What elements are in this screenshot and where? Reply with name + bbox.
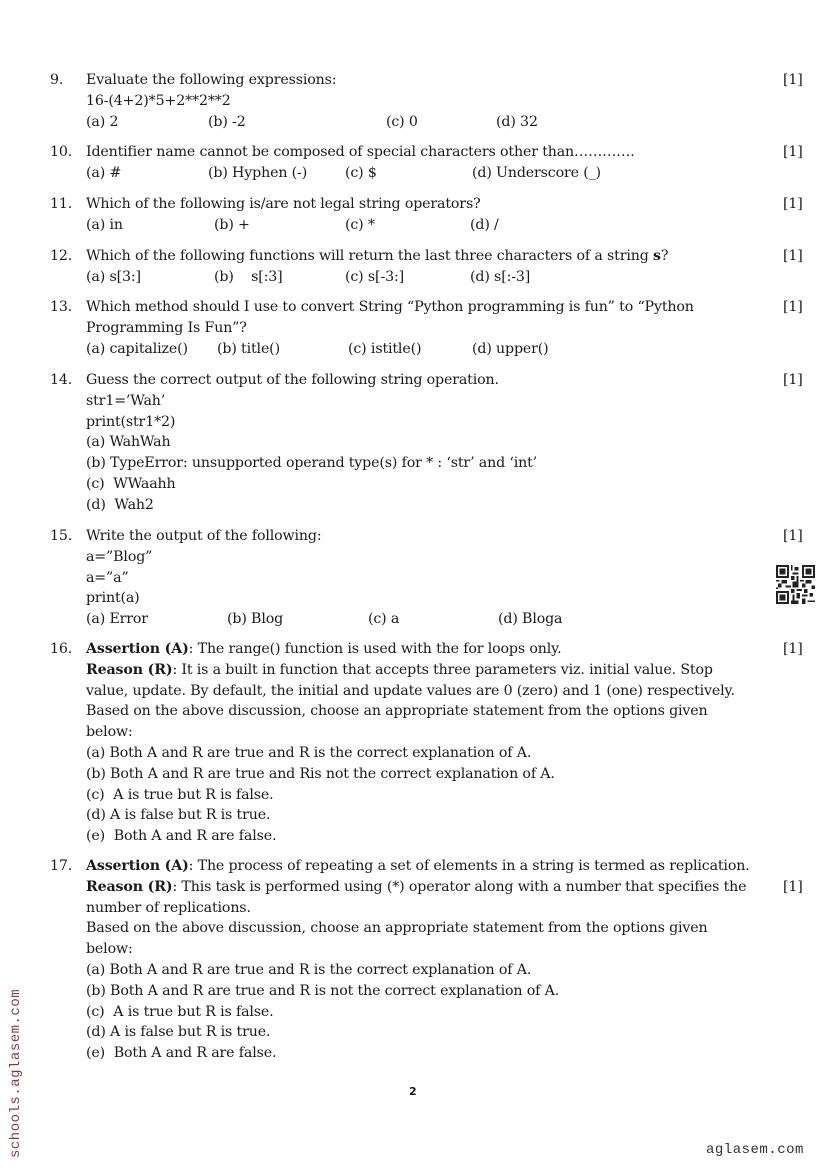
instruction-text: Based on the above discussion, choose an appropriate statement from the options given <box>86 920 708 937</box>
question-text: Which method should I use to convert String “Python programming is fun” to “Python <box>86 299 694 315</box>
option-c: (c) A is true but R is false. <box>86 786 274 803</box>
option-a: (a) in <box>86 216 123 233</box>
side-watermark: schools.aglasem.com <box>8 988 24 1158</box>
reason-text: : This task is performed using (*) operator along with a number that specifies the <box>172 878 747 895</box>
question-text: Which of the following is/are not legal string operators? <box>86 196 481 212</box>
reason-label: Reason (R) <box>86 661 173 678</box>
option-d: (d) A is false but R is true. <box>86 1024 271 1041</box>
option-d: (d) 32 <box>496 113 538 130</box>
options-row <box>86 215 766 236</box>
assertion-label: Assertion (A) <box>86 858 189 874</box>
option-b: (b) Both A and R are true and R is not the correct explanation of A. <box>86 982 560 999</box>
option-d: (d) upper() <box>472 340 549 357</box>
assertion-label: Assertion (A) <box>86 641 189 657</box>
option-d: (d) s[:-3] <box>470 268 531 285</box>
reason-line <box>86 660 766 681</box>
code-line: str1=’Wah’ <box>86 392 166 409</box>
option-b: (b) TypeError: unsupported operand type(s) for * : ‘str’ and ‘int’ <box>86 455 538 472</box>
reason-continuation: number of replications. <box>86 899 251 916</box>
marks-label: [1] <box>783 144 803 160</box>
code-line: a=”Blog” <box>86 548 153 565</box>
question-number: 9. <box>50 72 64 88</box>
instruction-text: below: <box>86 941 133 958</box>
option-d: (d) Wah2 <box>86 496 154 513</box>
question-text-part: ? <box>660 248 669 264</box>
marks-label: [1] <box>783 372 803 388</box>
question-number: 11. <box>50 196 73 212</box>
option-d: (d) Bloga <box>498 611 563 628</box>
option-e: (e) Both A and R are false. <box>86 1045 277 1062</box>
options-row <box>86 112 766 133</box>
option-c: (c) istitle() <box>348 340 422 357</box>
option-c: (c) 0 <box>386 113 418 130</box>
option-c: (c) * <box>345 216 375 233</box>
code-line: print(str1*2) <box>86 413 176 430</box>
code-line: 16-(4+2)*5+2**2**2 <box>86 92 231 109</box>
page-number: 2 <box>409 1085 417 1098</box>
option-a: (a) capitalize() <box>86 340 188 357</box>
question-number: 17. <box>50 858 73 874</box>
option-d: (d) / <box>470 216 499 233</box>
reason-text: : It is a built in function that accepts three parameters viz. initial value. Stop <box>172 661 713 678</box>
options-row <box>86 609 766 630</box>
options-row <box>86 339 766 360</box>
marks-label: [1] <box>783 528 803 544</box>
option-a: (a) Both A and R are true and R is the correct explanation of A. <box>86 744 532 761</box>
marks-label: [1] <box>783 196 803 212</box>
option-c: (c) a <box>368 611 400 628</box>
reason-continuation: value, update. By default, the initial and update values are 0 (zero) and 1 (one) respectively. <box>86 682 735 699</box>
option-c: (c) A is true but R is false. <box>86 1003 274 1020</box>
question-text <box>86 246 766 267</box>
option-b: (b) + <box>214 216 250 233</box>
option-a: (a) s[3:] <box>86 268 141 285</box>
question-number: 15. <box>50 528 73 544</box>
question-text: Guess the correct output of the following string operation. <box>86 372 499 388</box>
option-b: (b) Blog <box>227 611 284 628</box>
instruction-text: below: <box>86 724 133 741</box>
question-number: 13. <box>50 299 73 315</box>
option-c: (c) s[-3:] <box>345 268 404 285</box>
option-a: (a) WahWah <box>86 434 171 451</box>
reason-label: Reason (R) <box>86 878 173 895</box>
variable-name: s <box>653 248 661 264</box>
option-a: (a) 2 <box>86 113 119 130</box>
option-d: (d) A is false but R is true. <box>86 807 271 824</box>
marks-label: [1] <box>783 248 803 264</box>
question-number: 12. <box>50 248 73 264</box>
marks-label: [1] <box>783 299 803 315</box>
question-number: 14. <box>50 372 73 388</box>
option-c: (c) $ <box>345 164 377 181</box>
options-row <box>86 267 766 288</box>
option-a: (a) # <box>86 164 122 181</box>
option-b: (b) title() <box>217 340 280 357</box>
option-b: (b) Hyphen (-) <box>208 164 308 181</box>
assertion-text: : The process of repeating a set of elements in a string is termed as replication. <box>188 858 750 874</box>
option-a: (a) Error <box>86 611 148 628</box>
code-line: print(a) <box>86 590 140 607</box>
question-text-part: Which of the following functions will return the last three characters of a string <box>86 248 654 264</box>
marks-label: [1] <box>783 878 803 895</box>
reason-line <box>86 877 766 898</box>
option-b: (b) -2 <box>208 113 246 130</box>
marks-label: [1] <box>783 641 803 657</box>
option-d: (d) Underscore (_) <box>472 164 601 181</box>
marks-label: [1] <box>783 72 803 88</box>
question-text: Programming Is Fun”? <box>86 319 247 336</box>
footer-watermark: aglasem.com <box>706 1142 804 1158</box>
code-line: a=”a” <box>86 569 129 586</box>
option-a: (a) Both A and R are true and R is the correct explanation of A. <box>86 961 532 978</box>
question-number: 16. <box>50 641 73 657</box>
option-b: (b) s[:3] <box>214 268 283 285</box>
question-text: Evaluate the following expressions: <box>86 72 337 88</box>
options-row <box>86 163 766 184</box>
assertion-text: : The range() function is used with the for loops only. <box>188 641 562 657</box>
question-text: Write the output of the following: <box>86 528 322 544</box>
qr-code-icon <box>776 565 815 604</box>
option-e: (e) Both A and R are false. <box>86 828 277 845</box>
option-c: (c) WWaahh <box>86 475 176 492</box>
assertion-line <box>86 856 766 877</box>
question-number: 10. <box>50 144 73 160</box>
question-text: Identifier name cannot be composed of special characters other than…………. <box>86 144 635 160</box>
option-b: (b) Both A and R are true and Ris not the correct explanation of A. <box>86 765 555 782</box>
assertion-line <box>86 639 766 660</box>
instruction-text: Based on the above discussion, choose an appropriate statement from the options given <box>86 703 708 720</box>
